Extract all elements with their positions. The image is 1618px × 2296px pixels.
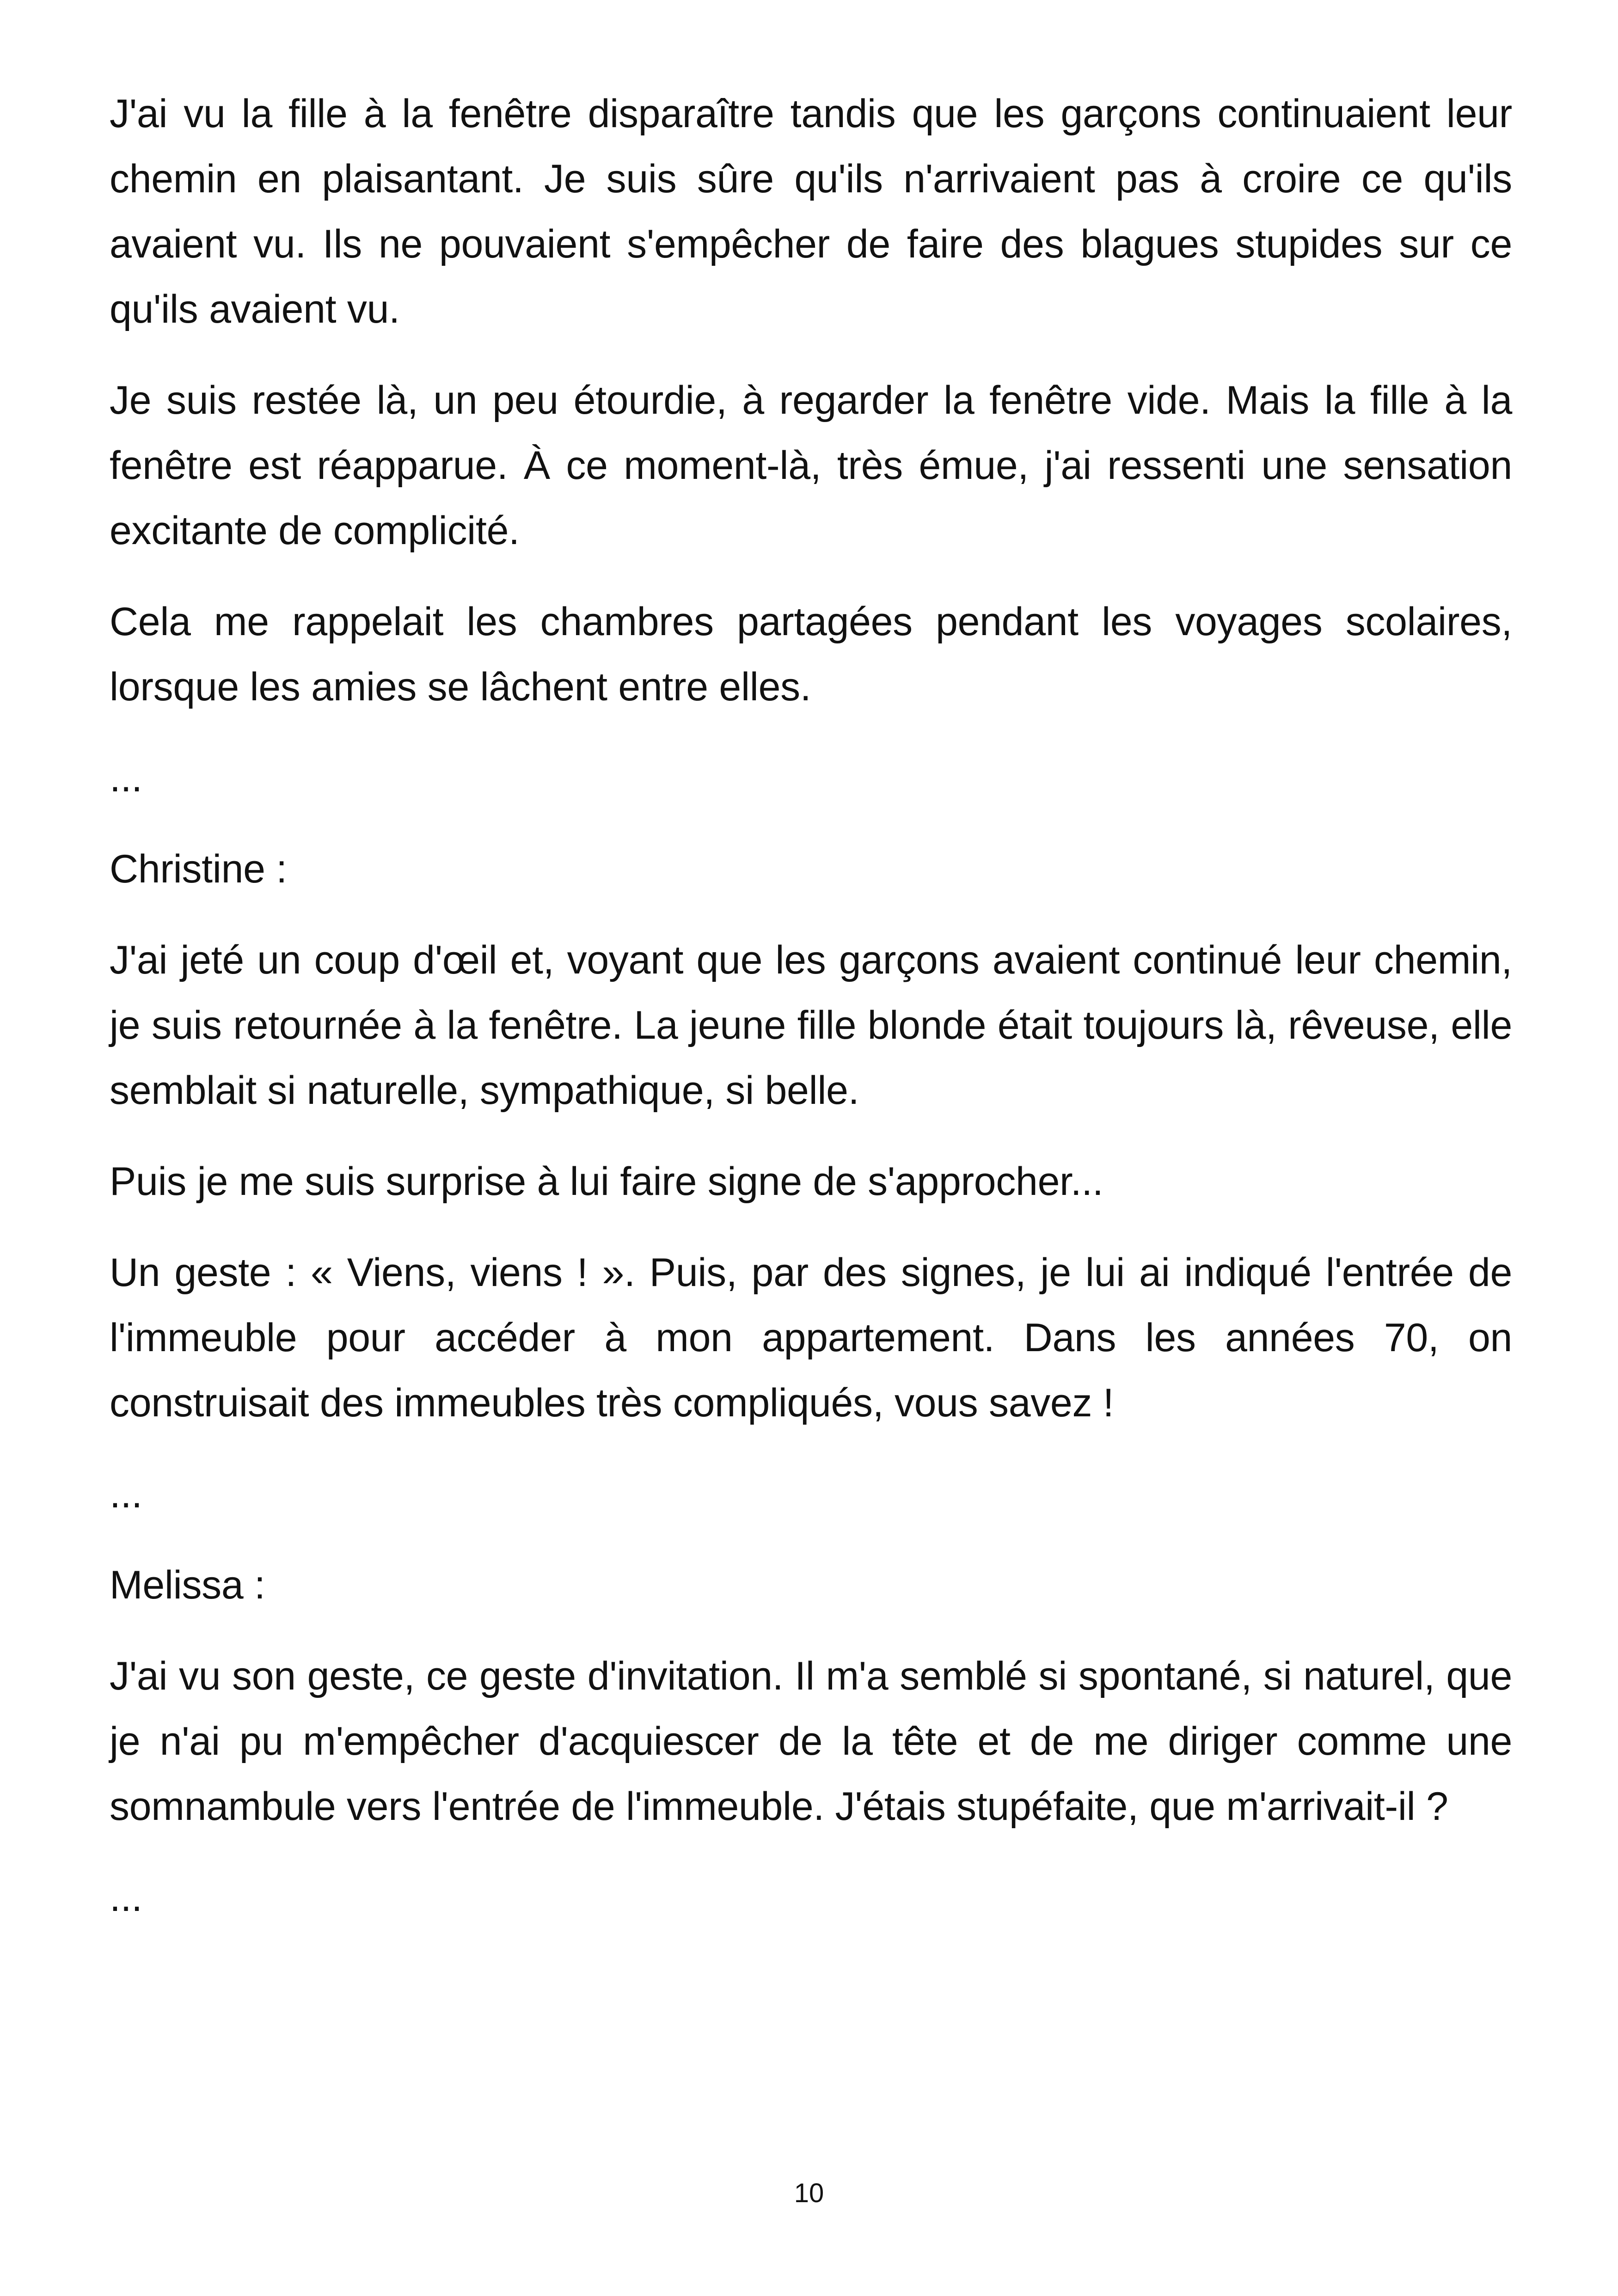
paragraph-narration-2: Je suis restée là, un peu étourdie, à regarder la fenêtre vide. Mais la fille à la fenêtre est réapparue. À ce moment-là, très émue, j'ai ressenti une sensation excitante de complicité.: [110, 378, 1512, 553]
section-break-ellipsis: ...: [110, 756, 142, 800]
section-break-ellipsis: ...: [110, 1875, 142, 1920]
speaker-label-melissa: Melissa :: [110, 1563, 265, 1607]
paragraph-christine-2: Puis je me suis surprise à lui faire signe de s'approcher...: [110, 1159, 1103, 1204]
paragraph-melissa-1: J'ai vu son geste, ce geste d'invitation. Il m'a semblé si spontané, si naturel, que je n'ai pu m'empêcher d'acquiescer de la tête et de me diriger comme une somnambule vers l'entrée de l'immeuble. J'étais stupéfaite, que m'arrivait-il ?: [110, 1654, 1512, 1829]
speaker-label-christine: Christine :: [110, 847, 287, 891]
paragraph-narration-3: Cela me rappelait les chambres partagées pendant les voyages scolaires, lorsque les amies se lâchent entre elles.: [110, 600, 1512, 709]
page-number: 10: [794, 2178, 824, 2208]
paragraph-narration-1: J'ai vu la fille à la fenêtre disparaître tandis que les garçons continuaient leur chemin en plaisantant. Je suis sûre qu'ils n'arrivaient pas à croire ce qu'ils avaient vu. Ils ne pouvaient s'empêcher de faire des blagues stupides sur ce qu'ils avaient vu.: [110, 92, 1512, 331]
page-body: [110, 81, 1512, 1956]
section-break-ellipsis: ...: [110, 1472, 142, 1516]
paragraph-christine-1: J'ai jeté un coup d'œil et, voyant que les garçons avaient continué leur chemin, je suis retournée à la fenêtre. La jeune fille blonde était toujours là, rêveuse, elle semblait si naturelle, sympathique, si belle.: [110, 938, 1512, 1113]
paragraph-christine-3: Un geste : « Viens, viens ! ». Puis, par des signes, je lui ai indiqué l'entrée de l'immeuble pour accéder à mon appartement. Dans les années 70, on construisait des immeubles très compliqués, vous savez !: [110, 1250, 1512, 1425]
